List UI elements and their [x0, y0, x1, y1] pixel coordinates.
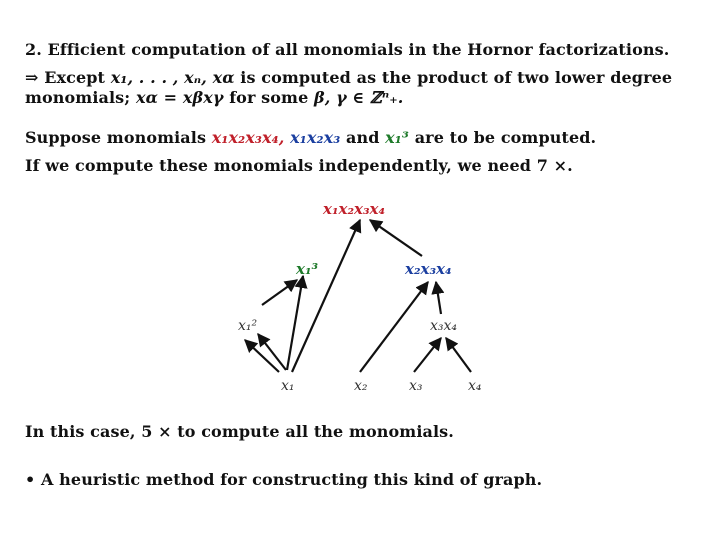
edge-x1-top	[292, 220, 360, 372]
monomial-x1x2x3: x₁x₂x₃	[290, 128, 341, 147]
node-x1-cube: x₁³	[296, 260, 319, 278]
node-x3: x₃	[409, 378, 423, 394]
node-x1-squared: x₁²	[238, 318, 258, 334]
monomial-x1-cube: x₁³	[385, 128, 410, 147]
edge-x234-top	[370, 220, 422, 256]
node-x3x4: x₃x₄	[430, 318, 458, 334]
node-x4: x₄	[468, 378, 482, 394]
node-x2: x₂	[354, 378, 368, 394]
edge-x4-x34	[446, 338, 471, 372]
conclusion-line	[25, 422, 454, 441]
beta-gamma-set: β, γ ∈ ℤⁿ₊.	[314, 88, 404, 107]
x-alpha: xα	[212, 68, 235, 87]
edge-x1sq-x1cube	[262, 280, 297, 305]
variables-list: x₁, . . . , xₙ,	[110, 68, 207, 87]
conclusion-text: In this case, 5 × to compute all the monomials.	[25, 422, 454, 441]
bullet-text: A heuristic method for constructing this kind of graph.	[41, 470, 543, 489]
bullet-icon: •	[25, 470, 36, 489]
edge-x34-x234	[436, 282, 441, 314]
edge-x2-x234	[360, 282, 428, 372]
implies-text-1: Except	[44, 68, 106, 87]
implies-text-2: is computed as the product of two lower degree	[240, 68, 673, 87]
node-top: x₁x₂x₃x₄	[323, 200, 386, 218]
node-x2x3x4: x₂x₃x₄	[405, 260, 452, 278]
monomial-x1x2x3x4: x₁x₂x₃x₄,	[211, 128, 285, 147]
monomials-text-1: monomials;	[25, 88, 131, 107]
monomials-text-2: for some	[229, 88, 309, 107]
heading-text: 2. Efficient computation of all monomials in the Hornor factorizations.	[25, 40, 670, 59]
suppose-and: and	[346, 128, 380, 147]
implies-arrow: ⇒	[25, 68, 39, 87]
node-x1: x₁	[281, 378, 295, 394]
edge-x3-x34	[414, 338, 441, 372]
bullet-line	[25, 470, 542, 489]
suppose-text-1: Suppose monomials	[25, 128, 207, 147]
edge-x1-x1cube	[287, 276, 303, 370]
product-formula: xα = xβxγ	[135, 88, 224, 107]
suppose-text-2: are to be computed.	[414, 128, 597, 147]
independent-text: If we compute these monomials independently, we need 7 ×.	[25, 156, 573, 175]
